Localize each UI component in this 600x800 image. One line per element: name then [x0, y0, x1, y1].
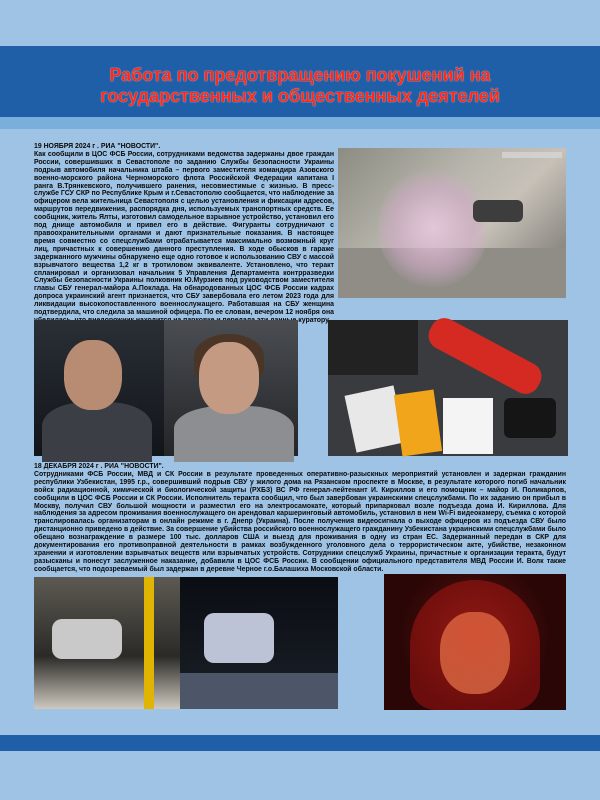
woman-figure [174, 406, 294, 462]
title-underline [0, 117, 600, 129]
night-street-photo [34, 577, 180, 709]
phone-box-shape [443, 398, 493, 454]
explosion-cctv-photo [338, 148, 566, 298]
camera-timestamp-shape [502, 152, 562, 158]
bottom-band [0, 735, 600, 751]
title-line-2: государственных и общественных деятелей [100, 86, 500, 106]
news-2-date-source: 18 ДЕКАБРЯ 2024 г . РИА "НОВОСТИ". [34, 463, 164, 470]
covered-object-shape [204, 613, 274, 663]
detainees-photo [34, 320, 298, 456]
car-shape [473, 200, 523, 222]
title-banner [0, 55, 600, 117]
car-shape [52, 619, 122, 659]
scooter-remains-photo [180, 577, 338, 709]
seized-evidence-photo [328, 320, 568, 456]
man-figure [42, 402, 152, 462]
bag-shape [328, 320, 418, 375]
news-1-body: Как сообщили в ЦОС ФСБ России, сотрудниками ведомства задержаны двое граждан России, совершивших в Севастополе по заданию Службы безопасности Украины подрыв автомобиля начальника штаба – первого заместителя командира Азовского военно-морского района Черноморского флота Российской Федерации капитана I ранга В.Трянкевского, получившего ранения, несовместимые с жизнью. В пресс-службе ГСУ СКР по Республике Крым и г.Севастополю сообщается, что наблюдение за офицером вела жительница Севастополя с целью установления и фиксации адресов, маршрутов передвижения, распорядка дня, используемых транспортных средств. Ее сообщник, житель Ялты, изготовил самодельное взрывное устройство, установил его под днище автомобиля и привел его в действие. Фигуранты сотрудничают с правоохранительными органами и дают признательные показания. В настоящее время совместно со спецслужбами отрабатывается максимально возможный круг лиц, причастных к совершению данного преступления. В ходе обысков в гараже задержанного мужчины обнаружено еще одно готовое к использованию СВУ с массой взрывчатого вещества 1,2 кг в тротиловом эквиваленте. Установлено, что теракт спланировал и организовал начальник 5 Управления Департамента контрразведки Службы безопасности Украины полковник Ю.Мурзиев под руководством заместителя главы СБУ генерал-майора А.Поклада. На обнародованных ЦОС ФСБ России кадрах допроса украинский агент признается, что СБУ завербовала его летом 2023 года для ликвидации высокопоставленного военнослужащего. Работавшая на СБУ женщина подтвердила, что следила за машиной офицера. По ее словам, вечером 12 ноября она куратору. [34, 150, 334, 324]
news-article-2 [34, 463, 566, 575]
title-line-1: Работа по предотвращению покушений на [109, 65, 491, 85]
fire-extinguisher-shape [424, 313, 547, 399]
news-2-body: Сотрудниками ФСБ России, МВД и СК России в результате проведенных оперативно-разыскных мероприятий установлен и задержан гражданин республики Узбекистан, 1995 г.р., совершивший подрыв СВУ у жилого дома на Рязанском проспекте в Москве, в результате которого погиб начальник войск радиационной, химической и биологической защиты (РХБЗ) ВС РФ генерал-лейтенант И. Кириллов и его помощник – майор И. Поликарпов, сообщили в ЦОС ФСБ России и СК России. Исполнитель теракта сообщил, что был завербован украинскими спецслужбами. По их заданию он прибыл в Москву, получил СВУ большой мощности и разместил его на электросамокате, который припарковал возле подъезда дома И. Кириллова. Для наблюдения за адресом проживания военнослужащего он арендовал каршеринговый автомобиль, установил в нем Wi-Fi видеокамеру, съемка с которой транслировалась организаторам в онлайн режиме в г. Днепр (Украина). После получения видеосигнала о выходе офицеров из подъезда СВУ было дистанционно приведено в действие. За совершение убийства российского военнослужащего гражданину Узбекистана украинскими спецслужбами было обещано вознаграждение в размере 100 тыс. долларов США и выезд для проживания в одну из стран ЕС. Задержанный передан в СКР для документирования его противоправной деятельности в рамках возбужденного уголовного дела о террористическом акте, убийстве, незаконном хранении и изготовлении взрывчатых веществ или взрывчатых устройств. Сотрудники спецслужб Украины, причастные к организации теракта, будут разысканы и понесут заслуженное наказание, добавили в ЦОС ФСБ России. В сообщении официального представителя МВД России И. Волк также сообщается, что подозреваемый был задержан в деревне Черное г.о.Балашиха Московской области. [34, 470, 566, 573]
phone-box-shape [394, 390, 442, 457]
pole-shape [144, 577, 154, 709]
explosion-smoke-shape [378, 168, 488, 288]
camera-shape [504, 398, 556, 438]
top-band [0, 46, 600, 55]
man-head [64, 340, 122, 410]
news-1-date-source: 19 НОЯБРЯ 2024 г . РИА "НОВОСТИ". [34, 143, 161, 150]
news-article-1 [34, 143, 334, 324]
suspect-portrait-photo [384, 574, 566, 710]
woman-head [199, 342, 259, 414]
page-title [100, 65, 500, 107]
